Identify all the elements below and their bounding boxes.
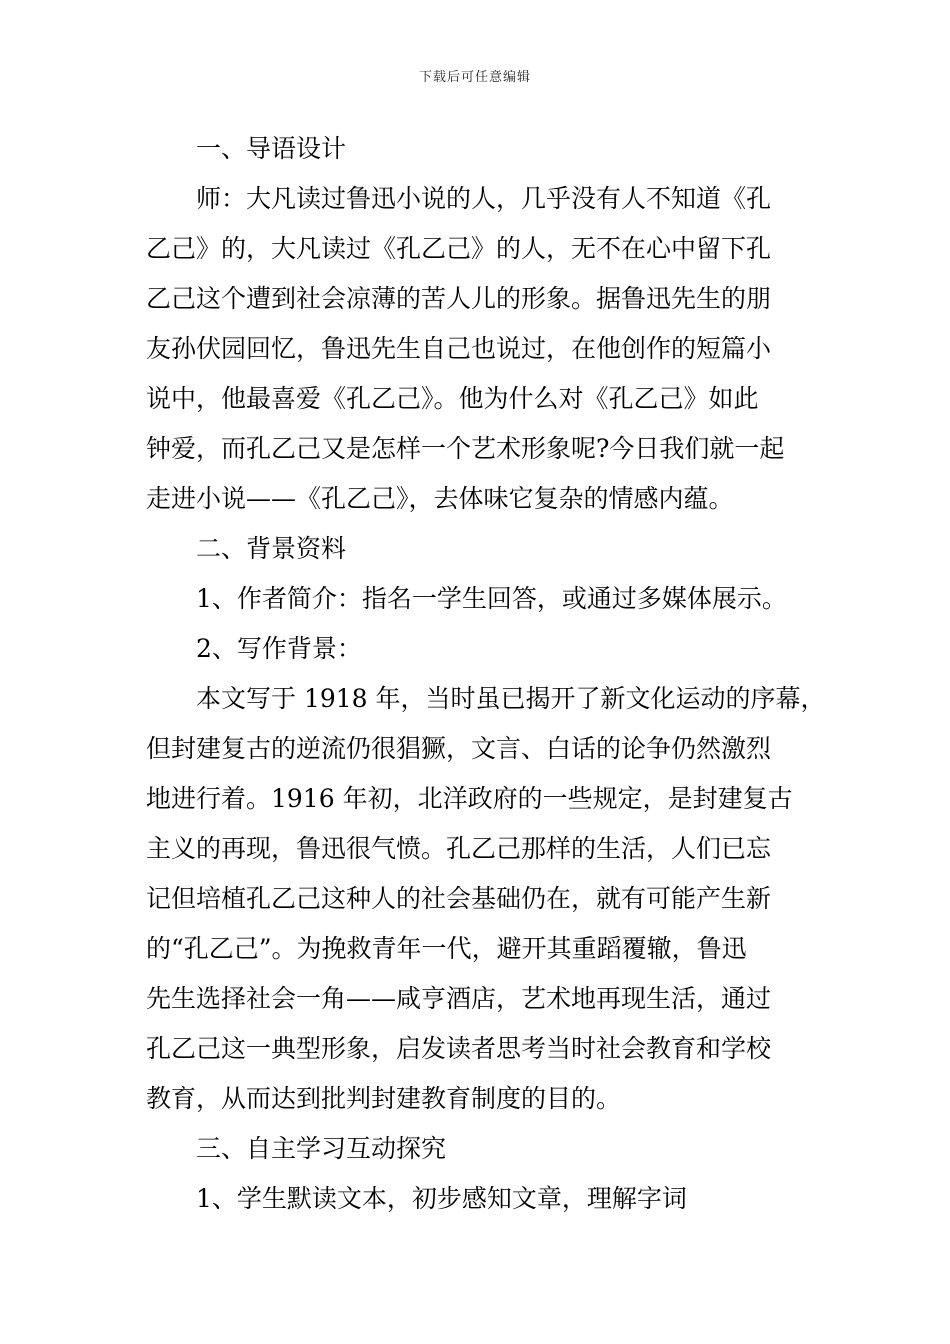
paragraph-line: 师：大凡读过鲁迅小说的人，几乎没有人不知道《孔: [196, 184, 772, 213]
list-item-writing-background: 2、写作背景：: [196, 634, 362, 663]
paragraph-line: 孔乙己这一典型形象，启发读者思考当时社会教育和学校: [146, 1034, 772, 1063]
paragraph-line: 的“孔乙己”。为挽救青年一代，避开其重蹈覆辙，鲁迅: [146, 934, 747, 963]
paragraph-line: 说中，他最喜爱《孔乙己》。他为什么对《孔乙己》如此: [146, 384, 759, 413]
paragraph-line: 友孙伏园回忆，鲁迅先生自己也说过，在他创作的短篇小: [146, 334, 772, 363]
paragraph-line: 但封建复古的逆流仍很猖獗，文言、白话的论争仍然激烈: [146, 734, 772, 763]
list-item-silent-reading: 1、学生默读文本，初步感知文章，理解字词: [196, 1184, 687, 1213]
section-heading-intro: 一、导语设计: [196, 134, 347, 163]
page-header: 下载后可任意编辑: [418, 70, 531, 85]
paragraph-line: 乙己》的，大凡读过《孔乙己》的人，无不在心中留下孔: [146, 234, 772, 263]
paragraph-line: 教育，从而达到批判封建教育制度的目的。: [146, 1084, 622, 1113]
section-heading-background: 二、背景资料: [196, 534, 347, 563]
section-heading-self-study: 三、自主学习互动探究: [196, 1134, 447, 1163]
paragraph-line: 走进小说——《孔乙己》，去体味它复杂的情感内蕴。: [146, 484, 734, 513]
paragraph-line: 本文写于 1918 年，当时虽已揭开了新文化运动的序幕，: [196, 684, 826, 713]
paragraph-line: 记但培植孔乙己这种人的社会基础仍在，就有可能产生新: [146, 884, 772, 913]
paragraph-line: 先生选择社会一角——咸亨酒店，艺术地再现生活，通过: [146, 984, 772, 1013]
paragraph-line: 主义的再现，鲁迅很气愤。孔乙己那样的生活，人们已忘: [146, 834, 772, 863]
paragraph-line: 钟爱，而孔乙己又是怎样一个艺术形象呢?今日我们就一起: [146, 434, 785, 463]
paragraph-line: 乙己这个遭到社会凉薄的苦人儿的形象。据鲁迅先生的朋: [146, 284, 772, 313]
paragraph-line: 地进行着。1916 年初，北洋政府的一些规定，是封建复古: [146, 784, 793, 813]
list-item-author: 1、作者简介：指名一学生回答，或通过多媒体展示。: [196, 584, 787, 613]
